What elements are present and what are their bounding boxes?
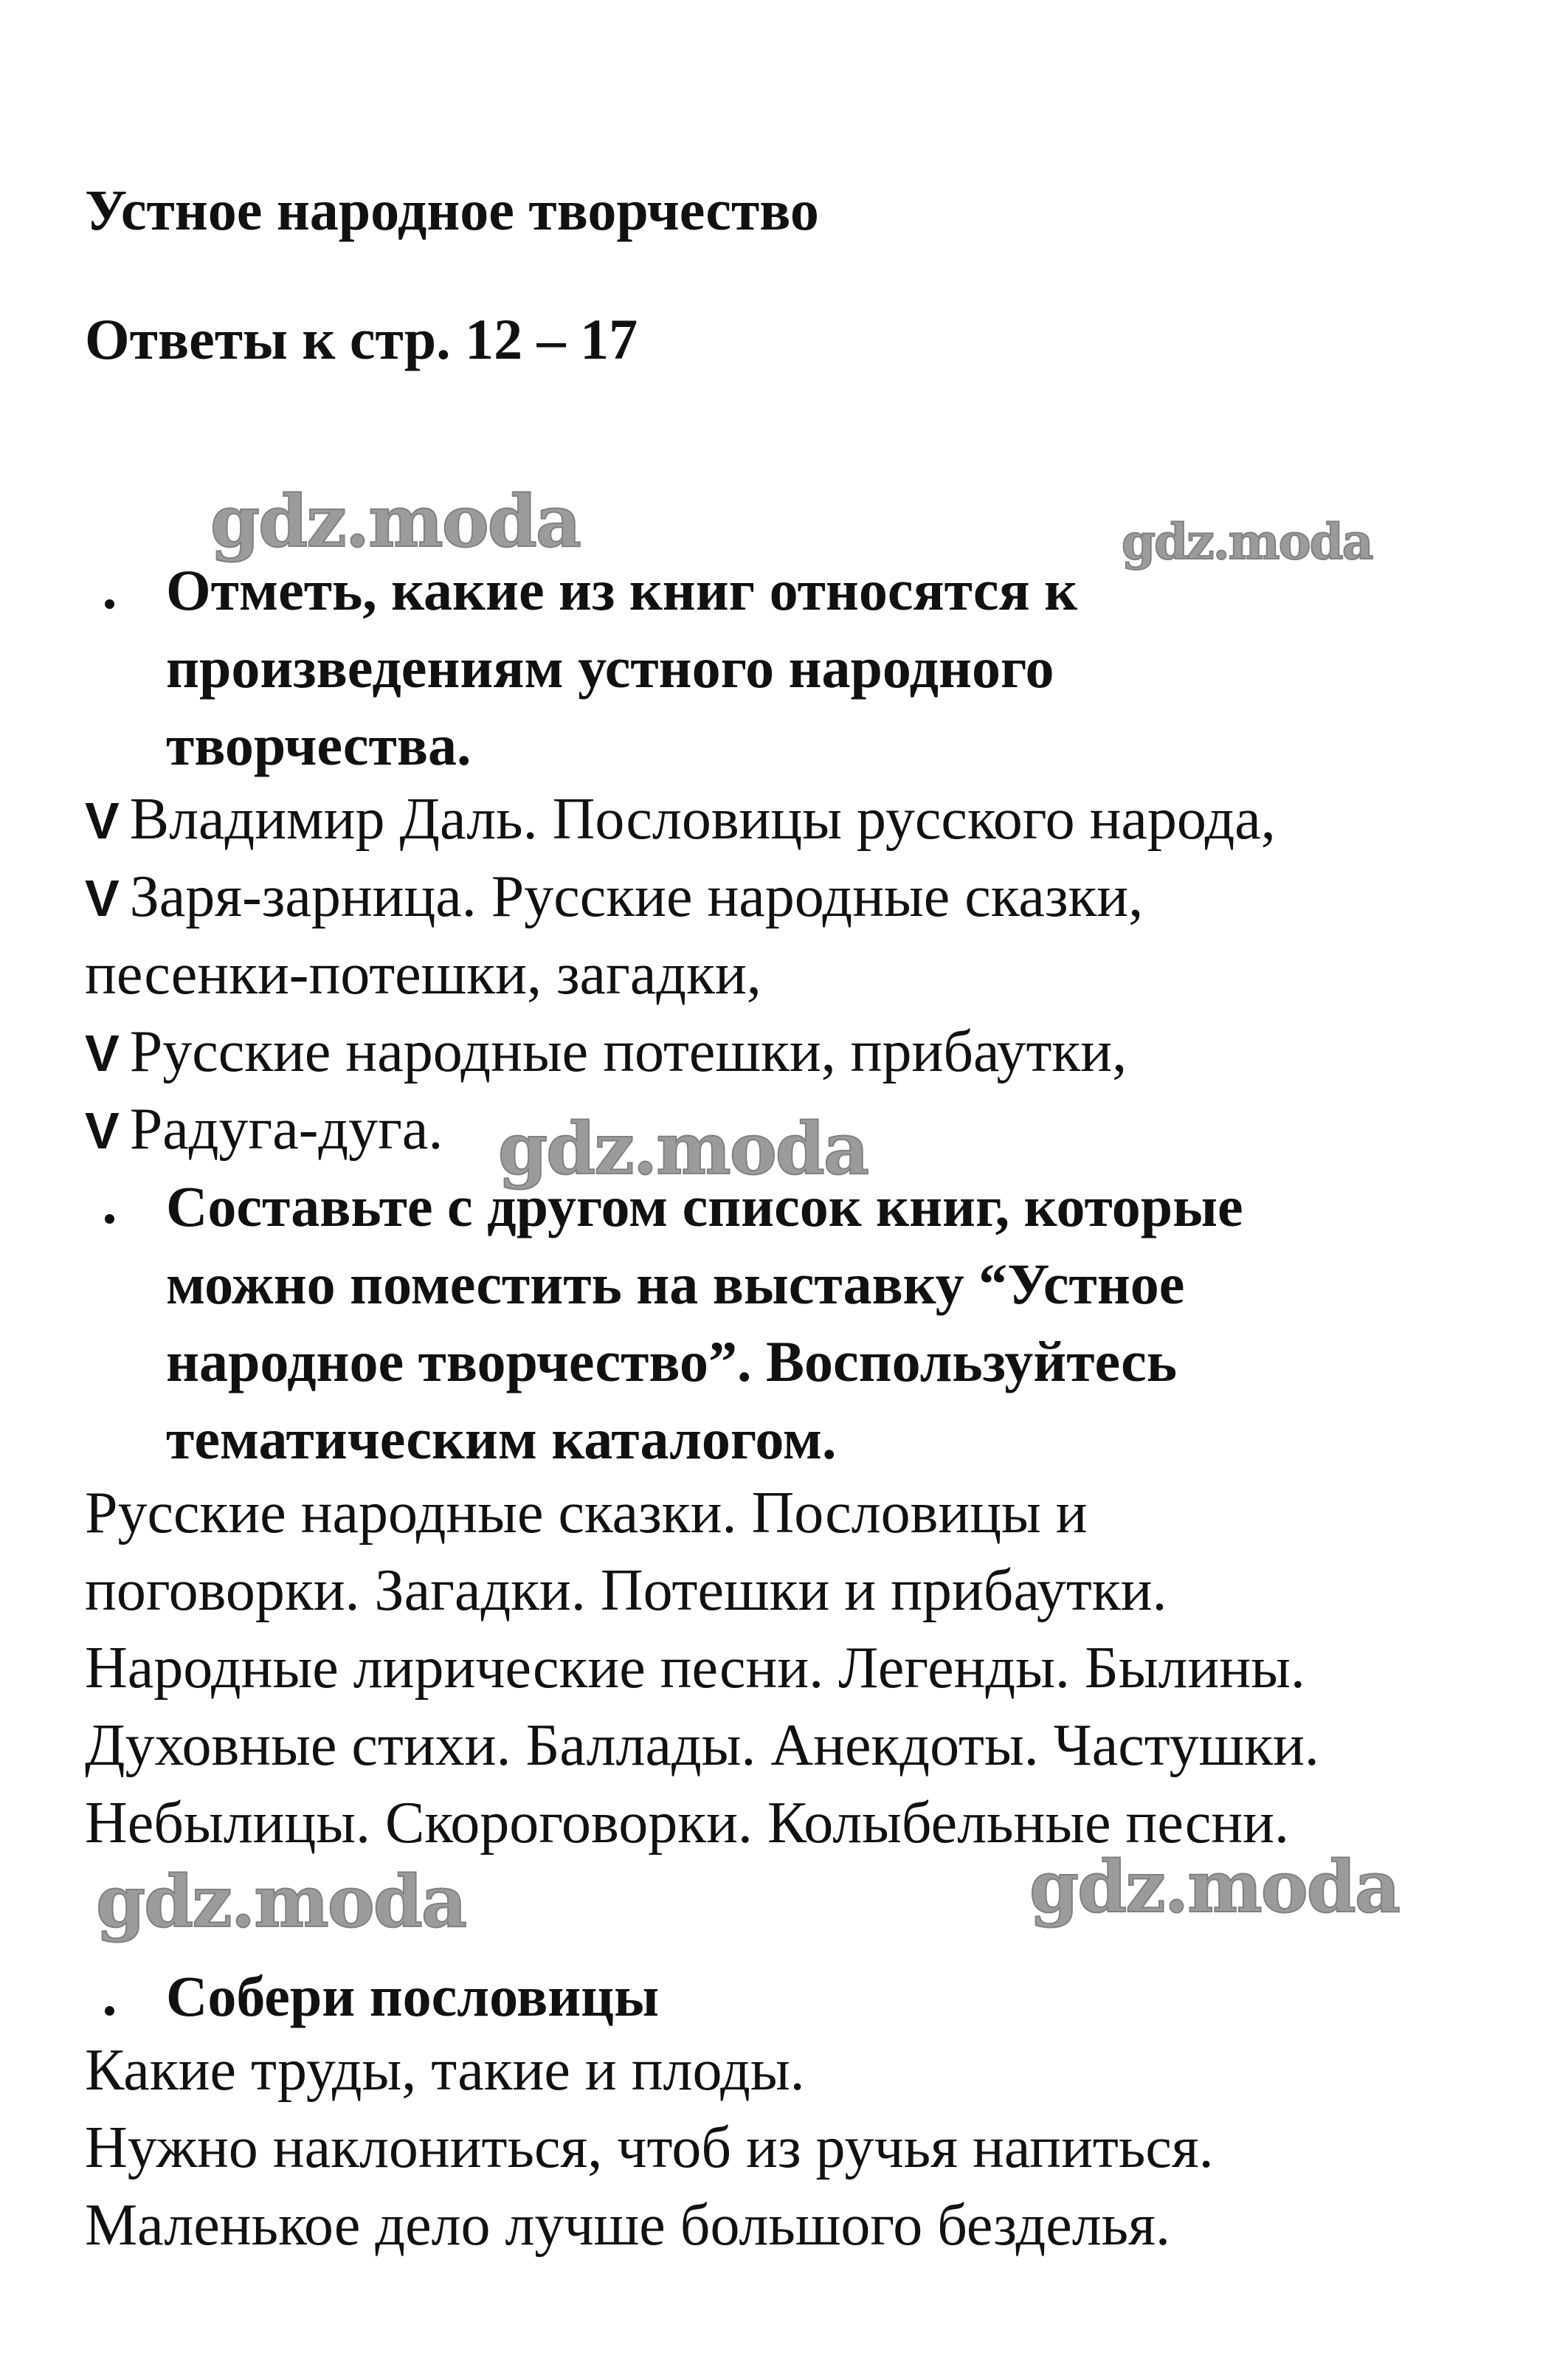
question-3-line: Собери пословицы bbox=[166, 1964, 660, 2028]
question-2-line: Составьте с другом список книг, которые bbox=[166, 1174, 1243, 1238]
bullet-icon bbox=[105, 2006, 114, 2016]
question-2-line: тематическим каталогом. bbox=[166, 1407, 837, 1471]
answer-2-line: Народные лирические песни. Легенды. Былины. bbox=[85, 1636, 1305, 1701]
page-subtitle: Ответы к стр. 12 – 17 bbox=[85, 307, 638, 371]
bullet-icon bbox=[105, 599, 114, 609]
check-mark-icon: V bbox=[85, 1024, 120, 1082]
answer-2-line: Русские народные сказки. Пословицы и bbox=[85, 1481, 1088, 1546]
answer-2-line: Небылицы. Скороговорки. Колыбельные песни. bbox=[85, 1791, 1289, 1856]
check-mark-icon: V bbox=[85, 792, 120, 850]
watermark-logo: gdz.moda bbox=[1029, 1845, 1400, 1929]
watermark-logo: gdz.moda bbox=[210, 480, 581, 563]
answer-1-item: V Владимир Даль. Пословицы русского народа, bbox=[85, 787, 1276, 852]
answer-2-line: поговорки. Загадки. Потешки и прибаутки. bbox=[85, 1558, 1167, 1623]
check-mark-icon: V bbox=[85, 869, 120, 927]
answer-3-line: Маленькое дело лучше большого безделья. bbox=[85, 2193, 1170, 2258]
question-2-line: народное творчество”. Воспользуйтесь bbox=[166, 1329, 1177, 1393]
answer-3-line: Какие труды, такие и плоды. bbox=[85, 2038, 805, 2103]
watermark-logo: gdz.moda bbox=[498, 1107, 868, 1191]
bullet-icon bbox=[105, 1214, 114, 1224]
watermark-logo: gdz.moda bbox=[1122, 513, 1372, 571]
question-2-line: можно поместить на выставку “Устное bbox=[166, 1252, 1185, 1316]
question-1-line: Отметь, какие из книг относятся к bbox=[166, 558, 1078, 622]
question-1-line: произведениям устного народного bbox=[166, 635, 1054, 700]
question-1-line: творчества. bbox=[166, 713, 472, 777]
watermark-logo: gdz.moda bbox=[96, 1860, 466, 1943]
answer-1-item: V Заря-зарница. Русские народные сказки, bbox=[85, 864, 1144, 929]
answer-1-item-cont: песенки-потешки, загадки, bbox=[85, 942, 761, 1007]
check-mark-icon: V bbox=[85, 1102, 120, 1160]
answer-1-item: V Радуга-дуга. bbox=[85, 1097, 443, 1162]
answer-1-item: V Русские народные потешки, прибаутки, bbox=[85, 1019, 1127, 1084]
answer-3-line: Нужно наклониться, чтоб из ручья напиться. bbox=[85, 2115, 1214, 2180]
answer-2-line: Духовные стихи. Баллады. Анекдоты. Частушки. bbox=[85, 1713, 1319, 1778]
page-title: Устное народное творчество bbox=[85, 178, 819, 242]
